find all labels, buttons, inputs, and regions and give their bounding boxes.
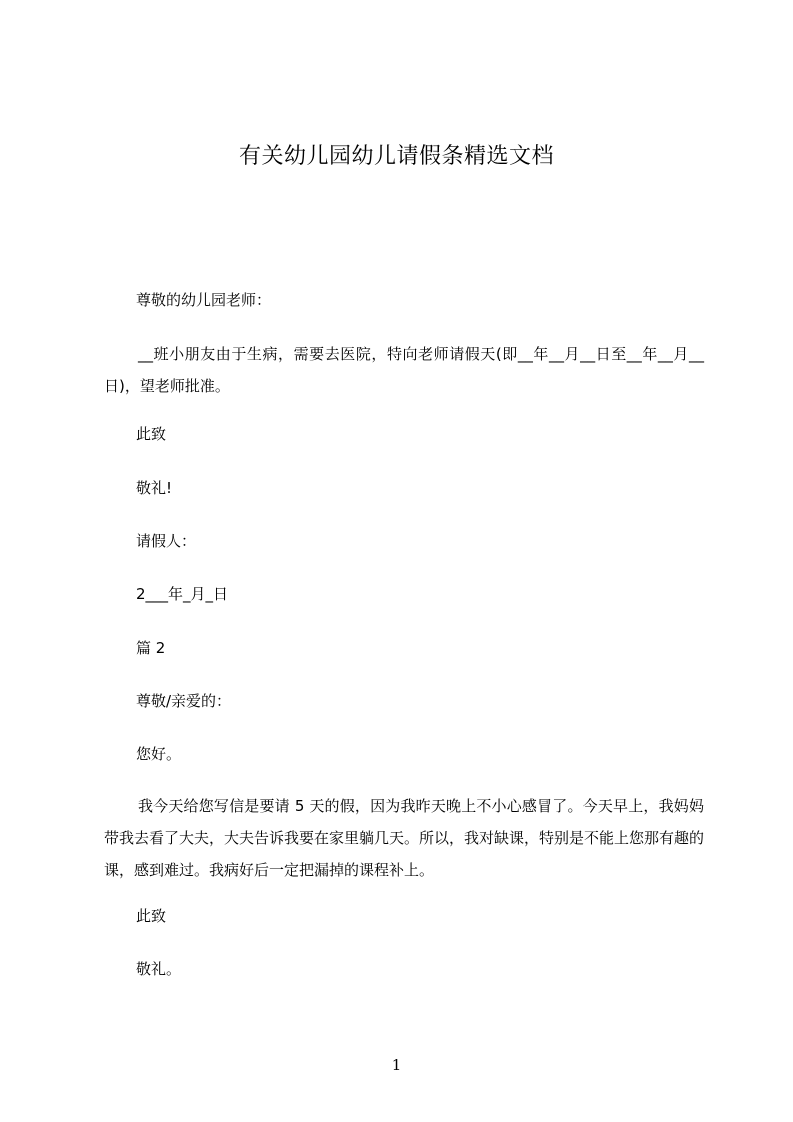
date-line: 2___年_月_日 — [136, 585, 229, 603]
page-number: 1 — [391, 1056, 402, 1074]
closing-jingli: 敬礼! — [136, 479, 173, 497]
closing-cizhi: 此致 — [136, 425, 167, 443]
salutation-2: 尊敬/亲爱的： — [136, 692, 232, 710]
letter-body-paragraph: 我今天给您写信是要请 5 天的假，因为我昨天晚上不小心感冒了。今天早上，我妈妈带我去看了大夫，大夫告诉我要在家里躺几天。所以，我对缺课，特别是不能上您那有趣的课，感到难过。我病好后一定把漏掉的课程补上。 — [104, 797, 705, 879]
document-title: 有关幼儿园幼儿请假条精选文档 — [238, 144, 554, 169]
closing-cizhi-2: 此致 — [136, 907, 167, 925]
leave-request-paragraph: __班小朋友由于生病，需要去医院，特向老师请假天(即__年__月__日至__年__月__日)，望老师批准。 — [104, 345, 704, 395]
closing-jingli-2: 敬礼。 — [136, 960, 182, 978]
salutation: 尊敬的幼儿园老师： — [136, 291, 272, 309]
section-heading: 篇 2 — [136, 639, 166, 657]
signer-label: 请假人： — [136, 532, 197, 550]
greeting: 您好。 — [136, 745, 182, 763]
